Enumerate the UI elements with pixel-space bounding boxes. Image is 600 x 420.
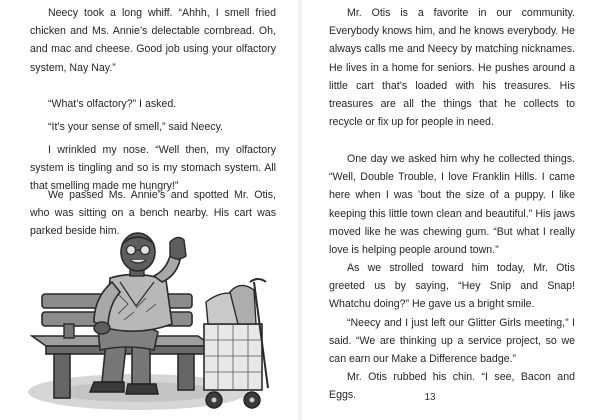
paragraph: “What’s olfactory?” I asked. — [48, 98, 177, 110]
paragraph: Neecy took a long whiff. “Ahhh, I smell fried chicken and Ms. Annie’s delectable cornbread. Oh, and mac and cheese. Good job using your olfactory system, Nay Nay.” — [30, 7, 276, 74]
paragraph: I wrinkled my nose. “Well then, my olfactory system is tingling and so is my stomach system. All that smelling made me hungry!” — [30, 144, 276, 193]
shopping-cart — [204, 279, 268, 408]
paragraph: We passed Ms. Annie’s and spotted Mr. Otis, who was sitting on a bench nearby. His cart was parked beside him. — [30, 189, 276, 238]
paragraph: “It’s your sense of smell,” said Neecy. — [48, 121, 224, 133]
page-number: 13 — [424, 392, 436, 403]
paragraph: One day we asked him why he collected things. “Well, Double Trouble, I love Franklin Hills. I came here when I was ’bout the size of a puppy. I like keeping this little town clean and beautiful.” His jaws moved like he was chewing gum. “But what I really love is helping people around town.” — [329, 153, 575, 257]
paragraph: Mr. Otis is a favorite in our community. Everybody knows him, and he knows everybody. He always calls me and Neecy by matching nicknames. He lives in a home for seniors. He pushes around a little cart that’s loaded with his treasures. His treasures are all the things that he collects to recycle or fix up for people in need. — [329, 7, 575, 129]
paragraph: “Neecy and I just left our Glitter Girls meeting,” I said. “We are thinking up a service project, so we can earn our Make a Difference badge.” — [329, 317, 575, 366]
paragraph: Mr. Otis rubbed his chin. “I see, Bacon and Eggs. — [329, 371, 575, 402]
right-page — [300, 0, 600, 420]
mr-otis-illustration — [28, 232, 278, 416]
paragraph: As we strolled toward him today, Mr. Otis greeted us by saying, “Hey Snip and Snap! Whatchu doing?” He gave us a bright smile. — [329, 262, 575, 311]
